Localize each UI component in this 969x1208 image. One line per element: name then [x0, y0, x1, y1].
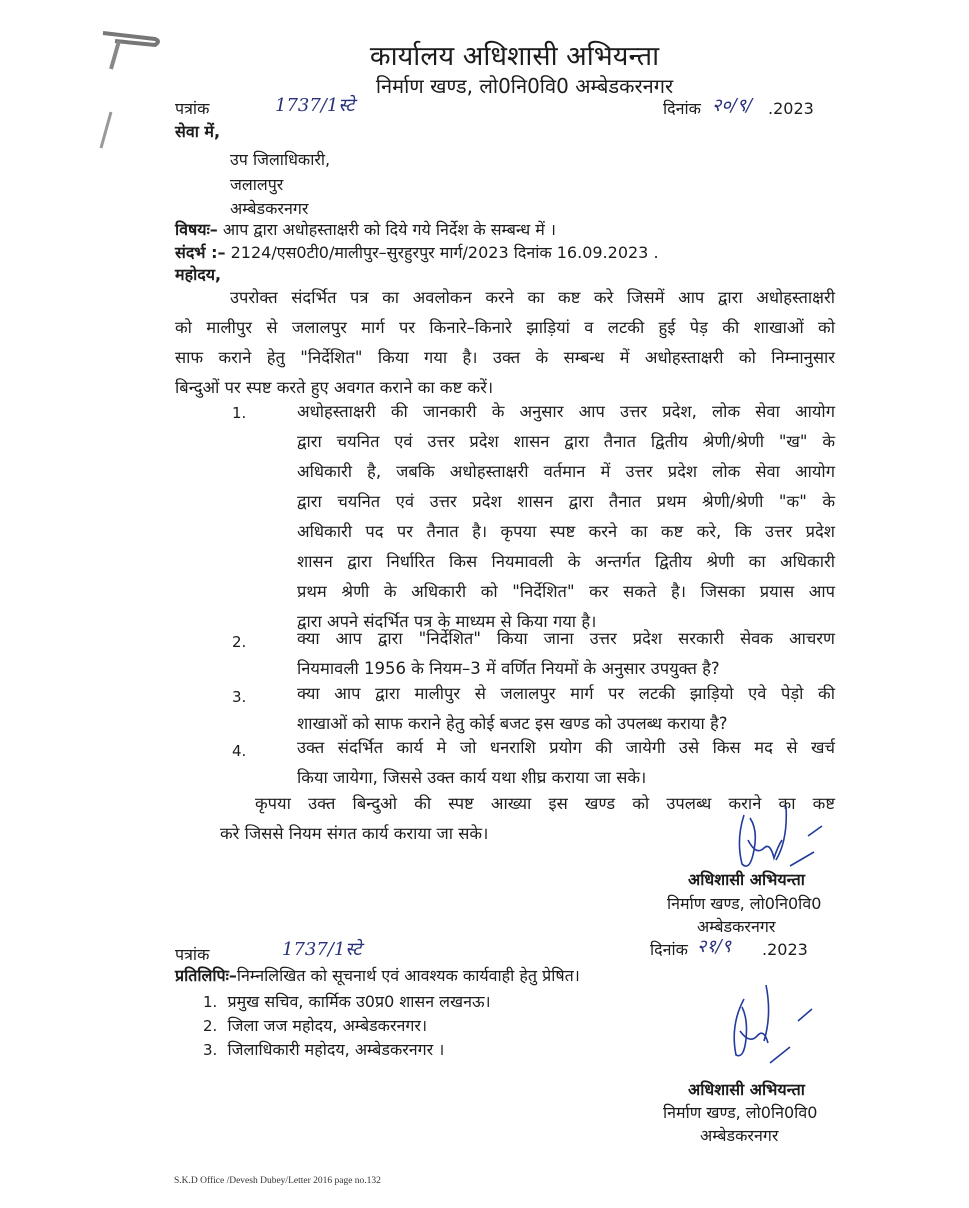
- date-year: .2023: [768, 99, 814, 118]
- addressee-line: उप जिलाधिकारी,: [230, 150, 331, 169]
- patrank-label: पत्रांक: [175, 99, 210, 118]
- point-line: प्रथम श्रेणी के अधिकारी को "निर्देशित" कर सकते है। जिसका प्रयास आप: [297, 582, 835, 601]
- point-item: [297, 733, 835, 793]
- signatory-office: निर्माण खण्ड, लो0नि0वि0: [667, 894, 822, 913]
- paragraph-line: बिन्दुओं पर स्पष्ट करते हुए अवगत कराने का कष्ट करें।: [175, 378, 494, 397]
- date-label: दिनांक: [663, 99, 701, 118]
- patrank-number: 1737/1स्टे: [275, 95, 355, 116]
- patrank-label: पत्रांक: [175, 945, 210, 964]
- intro-paragraph: [175, 283, 835, 403]
- paragraph-line: उपरोक्त संदर्भित पत्र का अवलोकन करने का कष्ट करे जिसमें आप द्वारा अधोहस्ताक्षरी: [230, 288, 835, 307]
- point-number: 3.: [232, 688, 247, 706]
- subject-text: आप द्वारा अधोहस्ताक्षरी को दिये गये निर्देश के सम्बन्ध में ।: [217, 220, 556, 239]
- paragraph-line: कृपया उक्त बिन्दुओ की स्पष्ट आख्या इस खण्ड को उपलब्ध कराने का कष्ट: [255, 794, 835, 813]
- reference-label: संदर्भ :–: [175, 243, 226, 262]
- staple-pin-icon: [97, 110, 117, 150]
- point-number: 4.: [232, 742, 247, 760]
- addressee-line: जलालपुर: [230, 175, 284, 194]
- point-line: द्वारा चयनित एवं उत्तर प्रदेश शासन द्वारा तैनात द्वितीय श्रेणी/श्रेणी "ख" के: [297, 432, 835, 451]
- patrank-number: 1737/1स्टे: [282, 939, 362, 960]
- signatory-designation: अधिशासी अभियन्ता: [688, 1080, 805, 1099]
- reference-text: 2124/एस0टी0/मालीपुर–सुरहुरपुर मार्ग/2023 दिनांक 16.09.2023 .: [225, 243, 659, 262]
- paragraph-line: साफ कराने हेतु "निर्देशित" किया गया है। उक्त के सम्बन्ध में अधोहस्ताक्षरी को निम्नानुसार: [175, 348, 835, 367]
- point-item: [297, 679, 835, 739]
- paragraph-line: को मालीपुर से जलालपुर मार्ग पर किनारे–किनारे झाड़ियां व लटकी हुई पेड़ की शाखाओं को: [175, 318, 835, 337]
- subject-label: विषयः–: [175, 220, 218, 239]
- point-line: द्वारा अपने संदर्भित पत्र के माध्यम से किया गया है।: [297, 612, 597, 631]
- salutation: महोदय,: [175, 265, 222, 284]
- signatory-place: अम्बेडकरनगर: [700, 1126, 779, 1145]
- copy-label: प्रतिलिपिः–: [175, 966, 237, 985]
- signatory-designation: अधिशासी अभियन्ता: [688, 870, 805, 889]
- copy-line: [175, 964, 580, 988]
- letterhead-title: कार्यालय अधिशासी अभियन्ता: [369, 41, 660, 72]
- footer-reference: S.K.D Office /Devesh Dubey/Letter 2016 page no.132: [174, 1176, 381, 1186]
- signature-mark: [720, 985, 830, 1070]
- point-line: द्वारा चयनित एवं उत्तर प्रदेश शासन द्वारा तैनात प्रथम श्रेणी/श्रेणी "क" के: [297, 492, 835, 511]
- paragraph-line: करे जिससे नियम संगत कार्य कराया जा सके।: [220, 824, 489, 843]
- signatory-office: निर्माण खण्ड, लो0नि0वि0: [663, 1103, 818, 1122]
- point-number: 2.: [232, 633, 247, 651]
- signatory-place: अम्बेडकरनगर: [697, 917, 776, 936]
- point-line: नियमावली 1956 के नियम–3 में वर्णित नियमों के अनुसार उपयुक्त है?: [297, 659, 720, 678]
- point-line: शासन द्वारा निर्धारित किस नियमावली के अन्तर्गत द्वितीय श्रेणी का अधिकारी: [297, 552, 835, 571]
- date-handwritten: २०/९/: [712, 95, 753, 116]
- addressee-line: अम्बेडकरनगर: [230, 199, 309, 218]
- point-line: किया जायेगा, जिससे उक्त कार्य यथा शीघ्र कराया जा सके।: [297, 768, 647, 787]
- point-line: उक्त संदर्भित कार्य मे जो धनराशि प्रयोग की जायेगी उसे किस मद से खर्च: [297, 738, 835, 757]
- point-number: 1.: [232, 404, 247, 422]
- point-line: अधिकारी पद पर तैनात है। कृपया स्पष्ट करने का कष्ट करे, कि उत्तर प्रदेश: [297, 522, 835, 541]
- date-label: दिनांक: [650, 940, 688, 959]
- subject-line: [175, 218, 556, 242]
- letterhead-subtitle: निर्माण खण्ड, लो0नि0वि0 अम्बेडकरनगर: [375, 74, 674, 98]
- reference-line: [175, 241, 659, 265]
- point-item: [297, 624, 835, 684]
- copy-text: निम्नलिखित को सूचनार्थ एवं आवश्यक कार्यवाही हेतु प्रेषित।: [236, 966, 580, 985]
- recipient-item: 3. जिलाधिकारी महोदय, अम्बेडकरनगर ।: [203, 1040, 445, 1059]
- point-line: क्या आप द्वारा मालीपुर से जलालपुर मार्ग पर लटकी झाड़ियो एवे पेड़ो की: [297, 684, 835, 703]
- seva-men-label: सेवा में,: [175, 122, 221, 141]
- point-line: अधोहस्ताक्षरी की जानकारी के अनुसार आप उत्तर प्रदेश, लोक सेवा आयोग: [297, 402, 835, 421]
- recipient-item: 2. जिला जज महोदय, अम्बेडकरनगर।: [203, 1016, 428, 1035]
- point-line: अधिकारी है, जबकि अधोहस्ताक्षरी वर्तमान में उत्तर प्रदेश लोक सेवा आयोग: [297, 462, 835, 481]
- point-item: [297, 397, 835, 637]
- point-line: क्या आप द्वारा "निर्देशित" किया जाना उत्तर प्रदेश सरकारी सेवक आचरण: [297, 629, 835, 648]
- recipient-item: 1. प्रमुख सचिव, कार्मिक उ0प्र0 शासन लखनऊ।: [203, 992, 491, 1011]
- date-year: .2023: [762, 940, 808, 959]
- point-line: शाखाओं को साफ कराने हेतु कोई बजट इस खण्ड को उपलब्ध कराया है?: [297, 714, 728, 733]
- date-handwritten: २१/९: [697, 936, 732, 957]
